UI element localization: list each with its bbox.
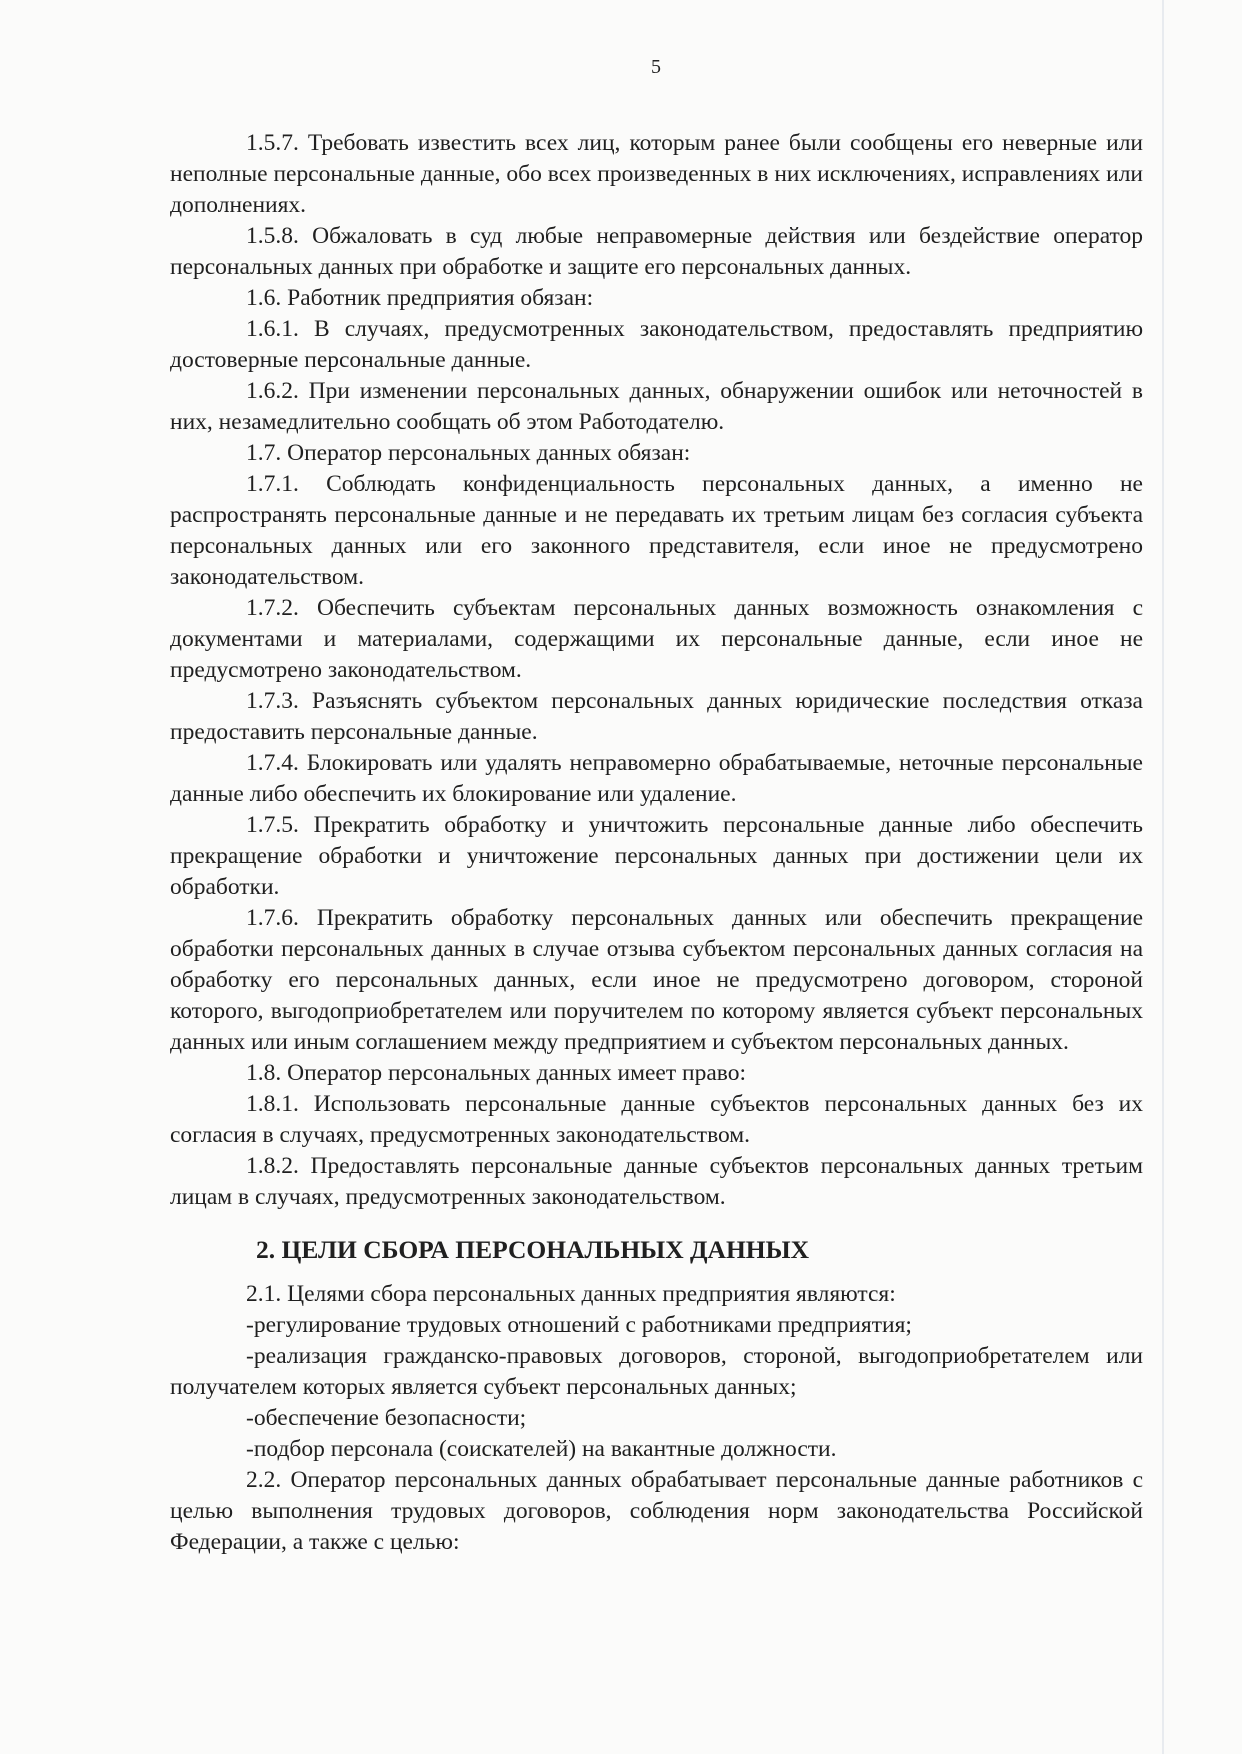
paragraph-1-6-2: 1.6.2. При изменении персональных данных, обнаружении ошибок или неточностей в них, незамедлительно сообщать об этом Работодателю. xyxy=(170,378,1143,435)
paragraph-1-8-2: 1.8.2. Предоставлять персональные данные субъектов персональных данных третьим лицам в случаях, предусмотренных законодательством. xyxy=(170,1153,1143,1210)
paragraph-1-7-5: 1.7.5. Прекратить обработку и уничтожить персональные данные либо обеспечить прекращение обработки и уничтожение персональных данных при достижении цели их обработки. xyxy=(170,812,1143,900)
paragraph-2-2: 2.2. Оператор персональных данных обрабатывает персональные данные работников с целью выполнения трудовых договоров, соблюдения норм законодательства Российской Федерации, а также с целью: xyxy=(170,1467,1143,1555)
page-number: 5 xyxy=(651,56,661,78)
paragraph-1-5-8: 1.5.8. Обжаловать в суд любые неправомерные действия или бездействие оператор персональных данных при обработке и защите его персональных данных. xyxy=(170,223,1143,280)
paragraph-1-7-3: 1.7.3. Разъяснять субъектом персональных данных юридические последствия отказа предоставить персональные данные. xyxy=(170,688,1143,745)
paragraph-1-8-1: 1.8.1. Использовать персональные данные субъектов персональных данных без их согласия в случаях, предусмотренных законодательством. xyxy=(170,1091,1143,1148)
paragraph-1-5-7: 1.5.7. Требовать известить всех лиц, которым ранее были сообщены его неверные или неполные персональные данные, обо всех произведенных в них исключениях, исправлениях или дополнениях. xyxy=(170,130,1143,218)
paragraph-1-6: 1.6. Работник предприятия обязан: xyxy=(246,285,594,311)
paragraph-1-6-1: 1.6.1. В случаях, предусмотренных законодательством, предоставлять предприятию достоверные персональные данные. xyxy=(170,316,1143,373)
paragraph-1-7-2: 1.7.2. Обеспечить субъектам персональных данных возможность ознакомления с документами и материалами, содержащими их персональные данные, если иное не предусмотрено законодательством. xyxy=(170,595,1143,683)
list-item-civil-contracts: -реализация гражданско-правовых договоров, стороной, выгодоприобретателем или получателем которых является субъект персональных данных; xyxy=(170,1343,1143,1400)
list-item-labor-relations: -регулирование трудовых отношений с работниками предприятия; xyxy=(246,1312,912,1338)
list-item-recruitment: -подбор персонала (соискателей) на вакантные должности. xyxy=(246,1436,837,1462)
document-body xyxy=(170,128,1143,1558)
paragraph-1-7-1: 1.7.1. Соблюдать конфиденциальность персональных данных, а именно не распространять персональные данные и не передавать их третьим лицам без согласия субъекта персональных данных или его законного представителя, если иное не предусмотрено законодательством. xyxy=(170,471,1143,590)
paragraph-1-8: 1.8. Оператор персональных данных имеет право: xyxy=(246,1060,746,1086)
paragraph-2-1: 2.1. Целями сбора персональных данных предприятия являются: xyxy=(246,1281,896,1307)
section-heading: 2. ЦЕЛИ СБОРА ПЕРСОНАЛЬНЫХ ДАННЫХ xyxy=(256,1235,810,1264)
paragraph-1-7-6: 1.7.6. Прекратить обработку персональных данных или обеспечить прекращение обработки персональных данных в случае отзыва субъектом персональных данных согласия на обработку его персональных данных, если иное не предусмотрено договором, стороной которого, выгодоприобретателем или поручителем по которому является субъект персональных данных или иным соглашением между предприятием и субъектом персональных данных. xyxy=(170,905,1143,1055)
paragraph-1-7: 1.7. Оператор персональных данных обязан: xyxy=(246,440,691,466)
page-edge-line xyxy=(1162,0,1164,1754)
paragraph-1-7-4: 1.7.4. Блокировать или удалять неправомерно обрабатываемые, неточные персональные данные либо обеспечить их блокирование или удаление. xyxy=(170,750,1143,807)
list-item-security: -обеспечение безопасности; xyxy=(246,1405,527,1431)
